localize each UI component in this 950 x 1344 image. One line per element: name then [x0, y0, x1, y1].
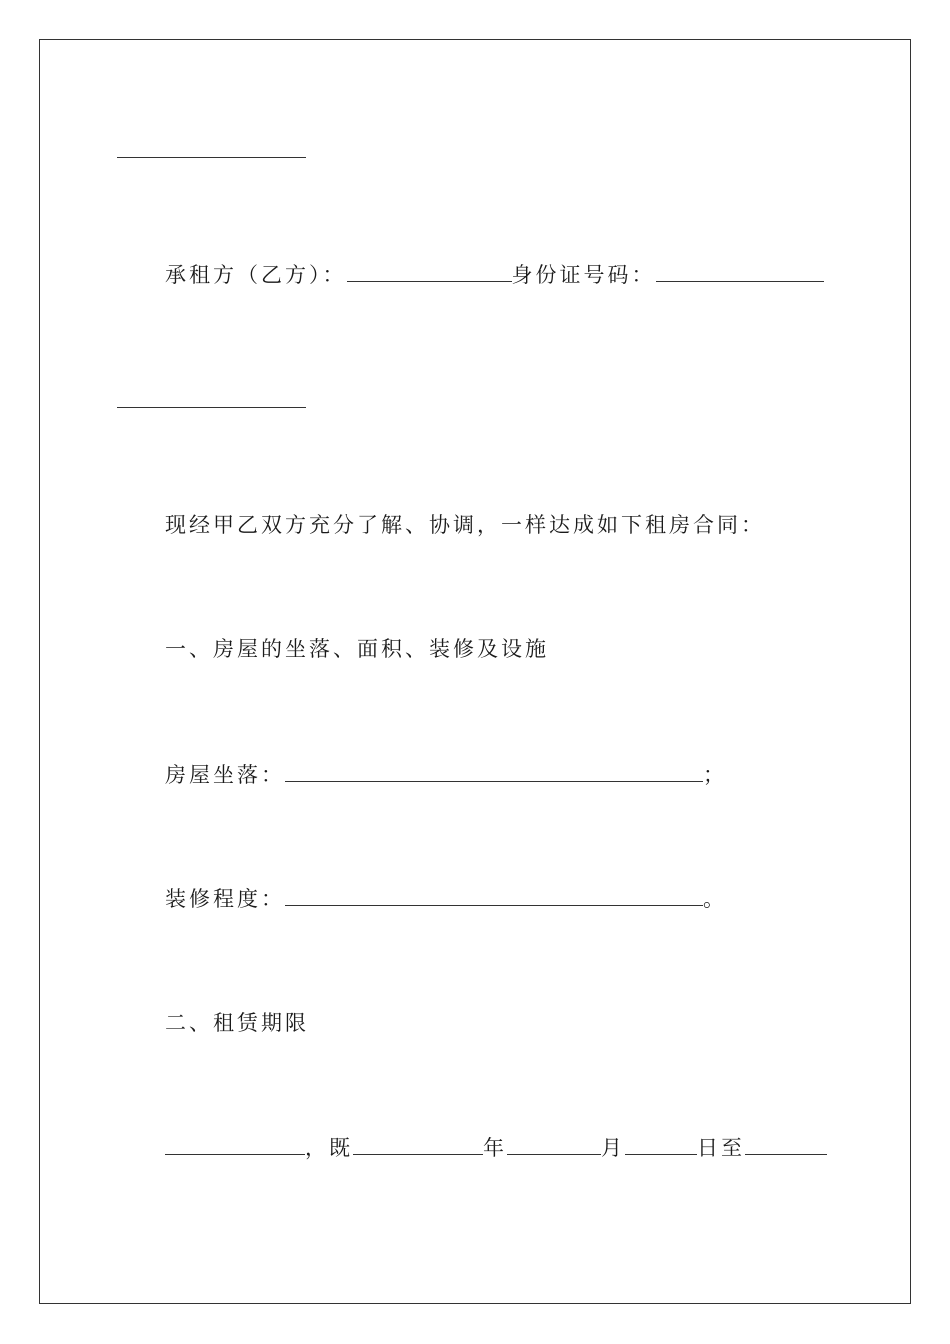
start-year-blank[interactable]	[353, 1134, 483, 1155]
location-blank[interactable]	[285, 761, 703, 782]
id-number-blank[interactable]	[656, 261, 824, 282]
start-month-blank[interactable]	[507, 1134, 601, 1155]
section2-heading: 二、租赁期限	[165, 1011, 309, 1035]
lessee-name-blank[interactable]	[347, 261, 512, 282]
location-label: 房屋坐落：	[165, 763, 285, 787]
end-date-blank[interactable]	[745, 1134, 827, 1155]
decoration-end: 。	[703, 887, 727, 911]
section1-heading: 一、房屋的坐落、面积、装修及设施	[165, 637, 549, 661]
day-to-label: 日至	[697, 1136, 745, 1160]
decoration-blank[interactable]	[285, 885, 703, 906]
id-number-label: 身份证号码：	[511, 263, 656, 287]
decoration-line	[165, 885, 727, 913]
lessee-label: 承租方（乙方）：	[165, 263, 347, 287]
intro-paragraph: 现经甲乙双方充分了解、协调，一样达成如下租房合同：	[165, 513, 765, 537]
decoration-label: 装修程度：	[165, 887, 285, 911]
term-line	[165, 1134, 827, 1162]
location-line	[165, 761, 727, 789]
location-end: ；	[703, 763, 727, 787]
term-comma-ji: ，既	[305, 1136, 353, 1160]
year-label: 年	[483, 1136, 507, 1160]
page-frame	[39, 39, 911, 1304]
start-day-blank[interactable]	[625, 1134, 697, 1155]
lessee-line	[165, 261, 824, 289]
term-period-blank[interactable]	[165, 1134, 305, 1155]
month-label: 月	[601, 1136, 625, 1160]
signature-rule-middle	[117, 407, 306, 408]
signature-rule-top	[117, 157, 306, 158]
